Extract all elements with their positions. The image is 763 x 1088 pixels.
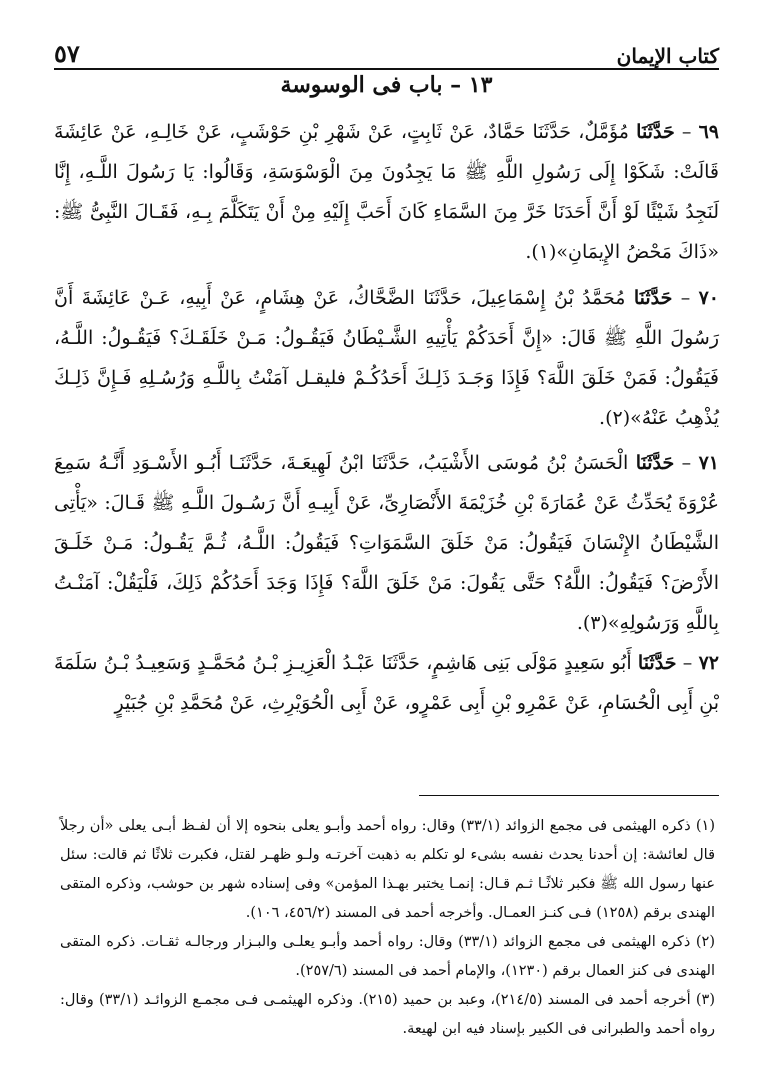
footnote-1: (١) ذكره الهيثمى فى مجمع الزوائد (٣٣/١) وقال: رواه أحمد وأبـو يعلى بنحوه إلا أن لفـظ أبـى يعلى «أن رجلاً قال لعائشة: إن أحدنا يحدث نفسه بشىء لو تكلم به ذهبت آخرتـه ولـو ظهـر لقتل، فكبرت ثلاثًا ثم قالت: سئل عنها رسول الله ﷺ فكبر ثلاثًـا ثـم قـال: إنمـا يختبر بهـذا المؤمن» وفى إسناده شهر بن حوشب، وذكره المتقى الهندى برقم (١٢٥٨) فـى كنـز العمـال. وأخرجه أحمد فى المسند (٤٥٦/٢، ١٠٦). xyxy=(60,818,715,921)
page-number: ٥٧ xyxy=(54,39,80,68)
footnote-2: (٢) ذكره الهيثمى فى مجمع الزوائد (٣٣/١) وقال: رواه أحمد وأبـو يعلـى والبـزار ورجالـه ثقـات. ذكره المتقى الهندى فى كنز العمال برقم (١٢٣٠)، والإمام أحمد فى المسند (٢٥٧/٦). xyxy=(60,934,715,979)
hadith-intro: حَدَّثَنَا xyxy=(637,652,677,674)
hadith-text: مُؤَمَّلٌ، حَدَّثَنَا حَمَّادٌ، عَنْ ثَابِتٍ، عَنْ شَهْرِ بْنِ حَوْشَبٍ، عَنْ خَالِـهِ، عَنْ عَائِشَةَ قَالَتْ: شَكَوْا إِلَى رَسُولِ اللَّهِ ﷺ مَا يَجِدُونَ مِنَ الْوَسْوَسَةِ، وَقَالُوا: يَا رَسُولَ اللَّـهِ، إِنَّا لَنَجِدُ شَيْئًا لَوْ أَنَّ أَحَدَنَا خَرَّ مِنَ السَّمَاءِ كَانَ أَحَبَّ إِلَيْهِ مِنْ أَنْ يَتَكَلَّمَ بِـهِ، فَقَـالَ النَّبِىُّ ﷺ: «ذَاكَ مَحْضُ الإِيمَانِ»(١). xyxy=(54,121,719,263)
hadith-text: الْحَسَنُ بْنُ مُوسَى الأَشْيَبُ، حَدَّثَنَا ابْنُ لَهِيعَـةَ، حَدَّثَنَـا أَبُـو الأَسْـوَدِ أَنَّـهُ سَمِعَ عُرْوَةَ يُحَدِّثُ عَنْ عُمَارَةَ بْنِ خُزَيْمَةَ الأَنْصَارِىِّ، عَنْ أَبِيـهِ أَنَّ رَسُـولَ اللَّـهِ ﷺ قَـالَ: «يَأْتِى الشَّيْطَانُ الإِنْسَانَ فَيَقُولُ: مَنْ خَلَقَ السَّمَوَاتِ؟ فَيَقُولُ: اللَّـهُ، ثُـمَّ يَقُـولُ: مَـنْ خَلَـقَ الأَرْضَ؟ فَيَقُولُ: اللَّهُ؟ حَتَّى يَقُولَ: مَنْ خَلَقَ اللَّهَ؟ فَإِذَا وَجَدَ أَحَدُكُمْ ذَلِكَ، فَلْيَقُلْ: آمَنْـتُ بِاللَّهِ وَرَسُولِهِ»(٣). xyxy=(54,452,719,634)
hadith-intro: حَدَّثَنَا xyxy=(635,452,675,474)
hadith-text: مُحَمَّدُ بْنُ إِسْمَاعِيلَ، حَدَّثَنَا الضَّحَّاكُ، عَنْ هِشَامٍ، عَنْ أَبِيهِ، عَـنْ عَائِشَةَ أَنَّ رَسُولَ اللَّهِ ﷺ قَالَ: «إِنَّ أَحَدَكُمْ يَأْتِيهِ الشَّـيْطَانُ فَيَقُـولُ: مَـنْ خَلَقَـكَ؟ فَيَقُـولُ: اللَّـهُ، فَيَقُولُ: فَمَنْ خَلَقَ اللَّهَ؟ فَإِذَا وَجَـدَ ذَلِـكَ أَحَدُكُـمْ فليقـل آمَنْتُ بِاللَّـهِ وَرُسُـلِهِ فَـإِنَّ ذَلِـكَ يُذْهِبُ عَنْهُ»(٢). xyxy=(54,287,719,429)
hadith-number: ٧٢ xyxy=(698,652,719,674)
hadith-text: أَبُو سَعِيدٍ مَوْلَى بَنِى هَاشِمٍ، حَدَّثَنَا عَبْـدُ الْعَزِيـزِ بْـنُ مُحَمَّـدٍ وَسَعِيـدُ بْـنُ سَلَمَةَ بْنِ أَبِى الْحُسَامِ، عَنْ عَمْرِو بْنِ أَبِى عَمْرٍو، عَنْ أَبِى الْحُوَيْرِثِ، عَنْ مُحَمَّدِ بْنِ جُبَيْرٍ xyxy=(54,652,719,714)
footnote-separator xyxy=(419,795,719,796)
hadith-intro: حَدَّثَنَا xyxy=(633,287,673,309)
book-title: كتاب الإيمان xyxy=(616,44,719,68)
hadith-intro: حَدَّثَنَا xyxy=(636,121,675,143)
hadith-number: ٧٠ xyxy=(698,287,720,309)
hadith-72: ٧٢ – حَدَّثَنَا أَبُو سَعِيدٍ مَوْلَى بَنِى هَاشِمٍ، حَدَّثَنَا عَبْـدُ الْعَزِيـزِ بْـنُ مُحَمَّـدٍ وَسَعِيـدُ بْـنُ سَلَمَةَ بْنِ أَبِى الْحُسَامِ، عَنْ عَمْرِو بْنِ أَبِى عَمْرٍو، عَنْ أَبِى الْحُوَيْرِثِ، عَنْ مُحَمَّدِ بْنِ جُبَيْرٍ xyxy=(54,652,719,714)
header-rule xyxy=(54,68,719,70)
footnote-3: (٣) أخرجه أحمد فى المسند (٢١٤/٥)، وعبد بن حميد (٢١٥). وذكره الهيثمـى فـى مجمـع الزوائـد (٣٣/١) وقال: رواه أحمد والطبرانى فى الكبير بإسناد فيه ابن لهيعة. xyxy=(60,992,716,1037)
footnotes xyxy=(60,812,715,1044)
hadith-number: ٧١ xyxy=(698,452,719,474)
hadith-70: ٧٠ – حَدَّثَنَا مُحَمَّدُ بْنُ إِسْمَاعِيلَ، حَدَّثَنَا الضَّحَّاكُ، عَنْ هِشَامٍ، عَنْ أَبِيهِ، عَـنْ عَائِشَةَ أَنَّ رَسُولَ اللَّهِ ﷺ قَالَ: «إِنَّ أَحَدَكُمْ يَأْتِيهِ الشَّـيْطَانُ فَيَقُـولُ: مَـنْ خَلَقَـكَ؟ فَيَقُـولُ: اللَّـهُ، فَيَقُولُ: فَمَنْ خَلَقَ اللَّهَ؟ فَإِذَا وَجَـدَ ذَلِـكَ أَحَدُكُـمْ فليقـل آمَنْتُ بِاللَّـهِ وَرُسُـلِهِ فَـإِنَّ ذَلِـكَ يُذْهِبُ عَنْهُ»(٢). xyxy=(54,287,720,429)
chapter-title: ١٣ – باب فى الوسوسة xyxy=(280,72,493,98)
hadith-number: ٦٩ xyxy=(698,121,720,143)
hadith-69: ٦٩ – حَدَّثَنَا مُؤَمَّلٌ، حَدَّثَنَا حَمَّادٌ، عَنْ ثَابِتٍ، عَنْ شَهْرِ بْنِ حَوْشَبٍ، عَنْ خَالِـهِ، عَنْ عَائِشَةَ قَالَتْ: شَكَوْا إِلَى رَسُولِ اللَّهِ ﷺ مَا يَجِدُونَ مِنَ الْوَسْوَسَةِ، وَقَالُوا: يَا رَسُولَ اللَّـهِ، إِنَّا لَنَجِدُ شَيْئًا لَوْ أَنَّ أَحَدَنَا خَرَّ مِنَ السَّمَاءِ كَانَ أَحَبَّ إِلَيْهِ مِنْ أَنْ يَتَكَلَّمَ بِـهِ، فَقَـالَ النَّبِىُّ ﷺ: «ذَاكَ مَحْضُ الإِيمَانِ»(١). xyxy=(54,121,720,263)
page-header xyxy=(54,28,719,68)
hadith-71: ٧١ – حَدَّثَنَا الْحَسَنُ بْنُ مُوسَى الأَشْيَبُ، حَدَّثَنَا ابْنُ لَهِيعَـةَ، حَدَّثَنَـا أَبُـو الأَسْـوَدِ أَنَّـهُ سَمِعَ عُرْوَةَ يُحَدِّثُ عَنْ عُمَارَةَ بْنِ خُزَيْمَةَ الأَنْصَارِىِّ، عَنْ أَبِيـهِ أَنَّ رَسُـولَ اللَّـهِ ﷺ قَـالَ: «يَأْتِى الشَّيْطَانُ الإِنْسَانَ فَيَقُولُ: مَنْ خَلَقَ السَّمَوَاتِ؟ فَيَقُولُ: اللَّـهُ، ثُـمَّ يَقُـولُ: مَـنْ خَلَـقَ الأَرْضَ؟ فَيَقُولُ: اللَّهُ؟ حَتَّى يَقُولَ: مَنْ خَلَقَ اللَّهَ؟ فَإِذَا وَجَدَ أَحَدُكُمْ ذَلِكَ، فَلْيَقُلْ: آمَنْـتُ بِاللَّهِ وَرَسُولِهِ»(٣). xyxy=(54,452,719,634)
